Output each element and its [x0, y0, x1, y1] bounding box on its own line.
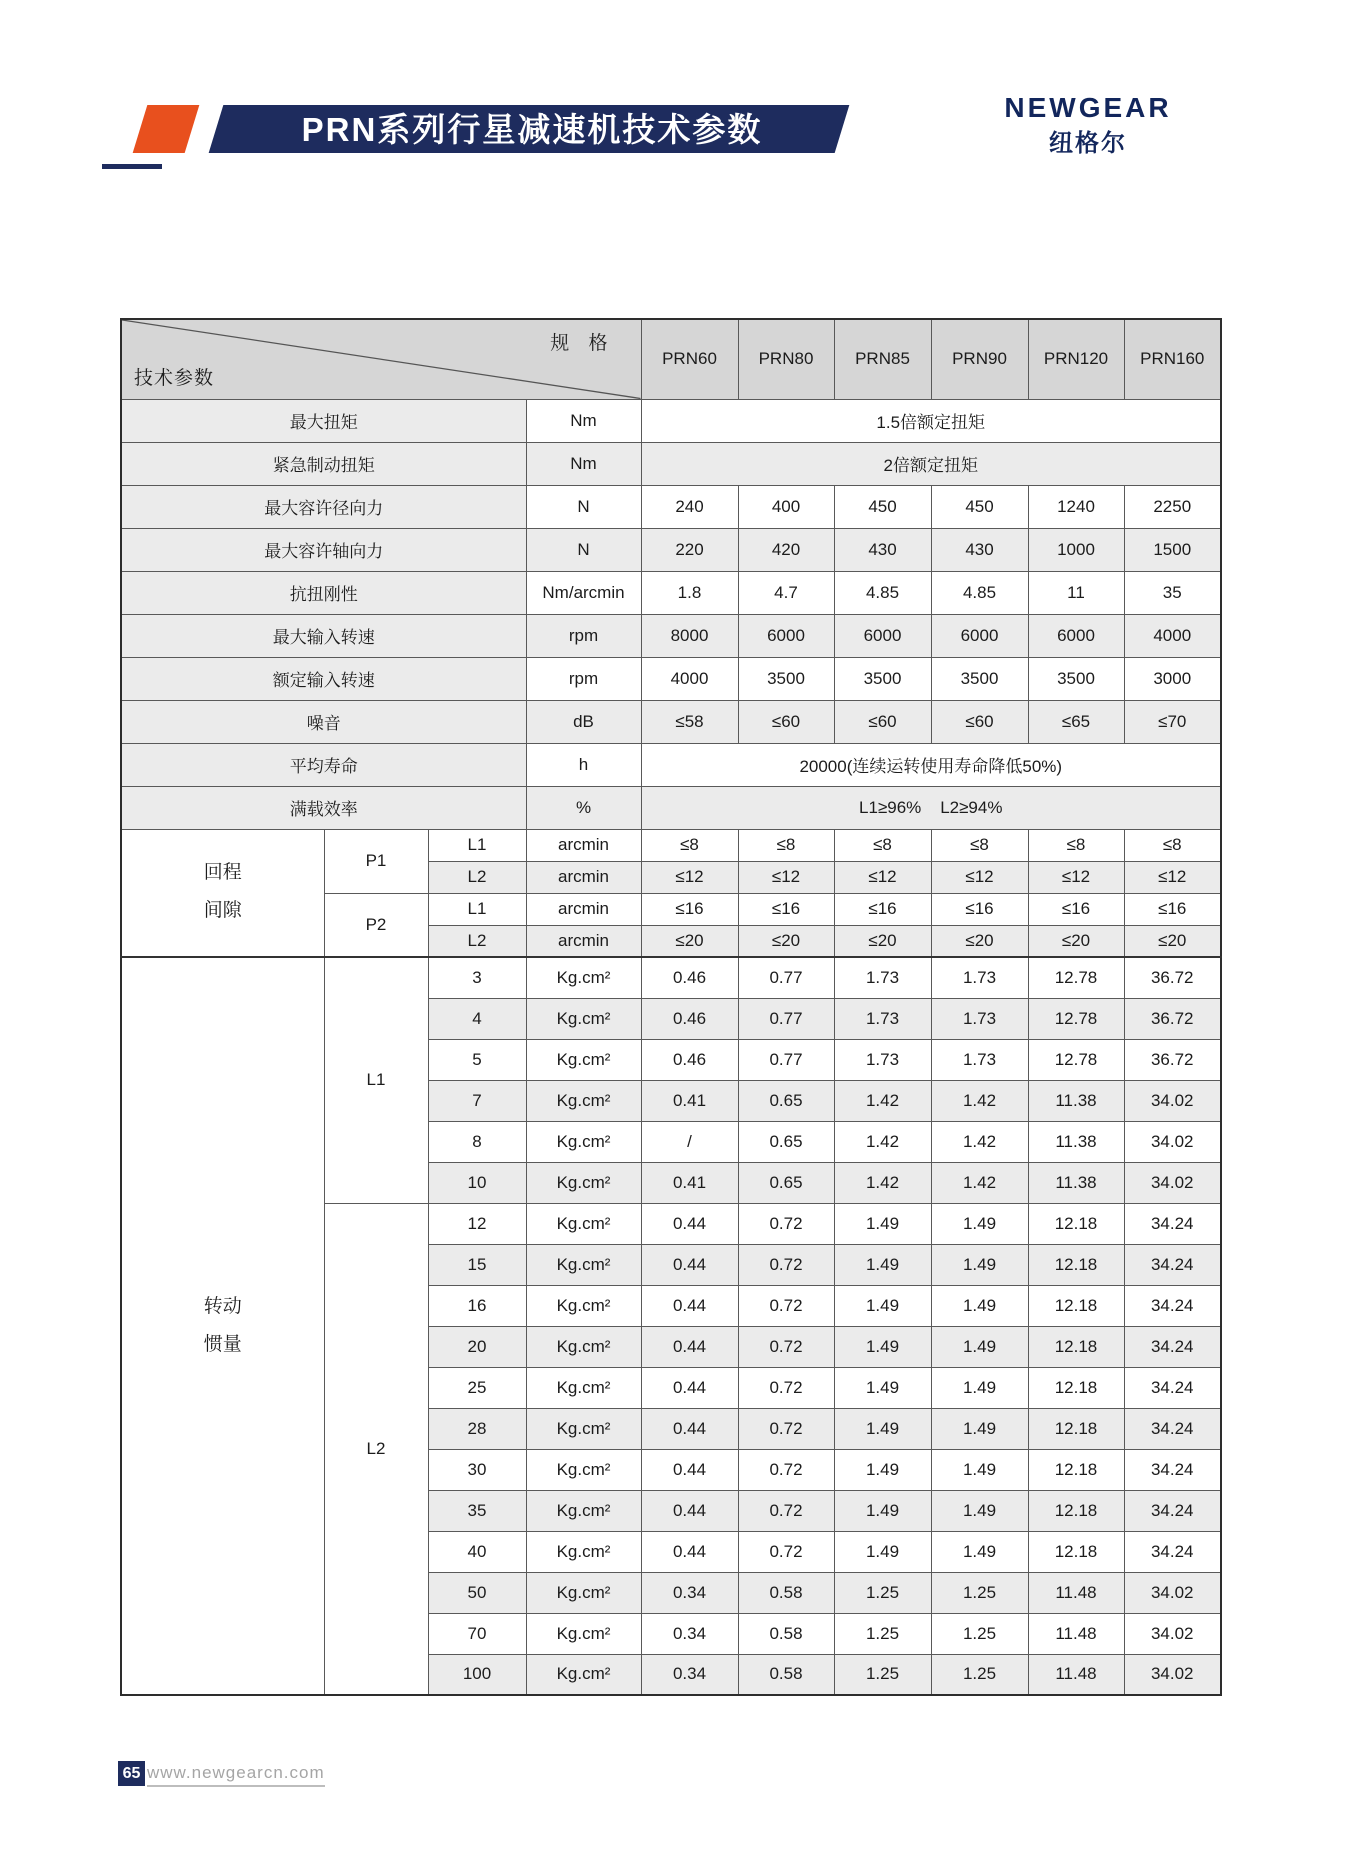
unit-cell: rpm — [526, 614, 641, 657]
ratio-cell: 4 — [428, 998, 526, 1039]
ratio-cell: 30 — [428, 1449, 526, 1490]
table-row — [121, 571, 1221, 614]
ratio-cell: 100 — [428, 1654, 526, 1695]
value-cell: ≤12 — [641, 861, 738, 893]
value-cell: 1.25 — [834, 1654, 931, 1695]
page-title: PRN系列行星减速机技术参数 — [301, 111, 763, 148]
model-header: PRN90 — [931, 319, 1028, 399]
value-cell: ≤65 — [1028, 700, 1124, 743]
value-cell: ≤16 — [738, 893, 834, 925]
ratio-cell: 5 — [428, 1039, 526, 1080]
value-cell: 1.49 — [931, 1326, 1028, 1367]
table-row — [121, 442, 1221, 485]
value-cell: 11.38 — [1028, 1080, 1124, 1121]
table-row — [121, 743, 1221, 786]
ratio-cell: 28 — [428, 1408, 526, 1449]
value-cell: 1.25 — [931, 1613, 1028, 1654]
value-cell: 1.49 — [834, 1531, 931, 1572]
table-corner-cell — [121, 319, 641, 399]
value-cell: ≤20 — [1028, 925, 1124, 957]
ratio-cell: 7 — [428, 1080, 526, 1121]
banner-underline — [102, 164, 162, 169]
value-cell: 34.24 — [1124, 1449, 1221, 1490]
value-cell: L1≥96% L2≥94% — [641, 786, 1221, 829]
value-cell: ≤20 — [931, 925, 1028, 957]
value-cell: 1.25 — [931, 1654, 1028, 1695]
value-cell: 1.49 — [834, 1449, 931, 1490]
value-cell: 0.44 — [641, 1490, 738, 1531]
level-cell: L1 — [428, 829, 526, 861]
value-cell: 1.25 — [931, 1572, 1028, 1613]
value-cell: 0.46 — [641, 957, 738, 998]
value-cell: 0.72 — [738, 1449, 834, 1490]
value-cell: 1.42 — [931, 1080, 1028, 1121]
value-cell: ≤16 — [1124, 893, 1221, 925]
row-label: 最大扭矩 — [121, 399, 526, 442]
row-label: 紧急制动扭矩 — [121, 442, 526, 485]
table-row — [121, 957, 1221, 998]
model-header: PRN60 — [641, 319, 738, 399]
value-cell: 1.49 — [931, 1408, 1028, 1449]
value-cell: 1.42 — [834, 1121, 931, 1162]
value-cell: ≤16 — [641, 893, 738, 925]
value-cell: 3500 — [1028, 657, 1124, 700]
value-cell: 1.25 — [834, 1613, 931, 1654]
value-cell: 11.48 — [1028, 1572, 1124, 1613]
value-cell: 1.49 — [834, 1326, 931, 1367]
value-cell: 1.49 — [834, 1203, 931, 1244]
value-cell: ≤12 — [931, 861, 1028, 893]
value-cell: 1.8 — [641, 571, 738, 614]
value-cell: 12.18 — [1028, 1326, 1124, 1367]
ratio-cell: 8 — [428, 1121, 526, 1162]
value-cell: 0.44 — [641, 1531, 738, 1572]
row-label: 抗扭刚性 — [121, 571, 526, 614]
model-header: PRN160 — [1124, 319, 1221, 399]
value-cell: 0.72 — [738, 1326, 834, 1367]
row-label: 噪音 — [121, 700, 526, 743]
unit-cell: Kg.cm² — [526, 1490, 641, 1531]
grade-cell: P2 — [324, 893, 428, 957]
value-cell: ≤12 — [834, 861, 931, 893]
value-cell: ≤16 — [1028, 893, 1124, 925]
section-label-backlash — [121, 829, 324, 957]
section-line: 惯量 — [203, 1333, 242, 1355]
unit-cell: Nm — [526, 399, 641, 442]
row-label: 最大容许轴向力 — [121, 528, 526, 571]
unit-cell: N — [526, 528, 641, 571]
row-label: 最大容许径向力 — [121, 485, 526, 528]
value-cell: 0.58 — [738, 1613, 834, 1654]
value-cell: 34.24 — [1124, 1244, 1221, 1285]
value-cell: 1.49 — [834, 1367, 931, 1408]
value-cell: 3500 — [738, 657, 834, 700]
table-row — [121, 399, 1221, 442]
value-cell: 6000 — [738, 614, 834, 657]
value-cell: 34.24 — [1124, 1326, 1221, 1367]
value-cell: 0.72 — [738, 1285, 834, 1326]
ratio-cell: 40 — [428, 1531, 526, 1572]
value-cell: 450 — [931, 485, 1028, 528]
unit-cell: Kg.cm² — [526, 998, 641, 1039]
spec-table — [120, 318, 1222, 1696]
value-cell: 34.24 — [1124, 1203, 1221, 1244]
value-cell: 1000 — [1028, 528, 1124, 571]
ratio-cell: 70 — [428, 1613, 526, 1654]
unit-cell: rpm — [526, 657, 641, 700]
value-cell: 0.44 — [641, 1285, 738, 1326]
unit-cell: Kg.cm² — [526, 1244, 641, 1285]
table-row — [121, 657, 1221, 700]
value-cell: 430 — [931, 528, 1028, 571]
ratio-cell: 10 — [428, 1162, 526, 1203]
value-cell: 1.49 — [931, 1490, 1028, 1531]
unit-cell: Kg.cm² — [526, 1367, 641, 1408]
value-cell: 4000 — [641, 657, 738, 700]
value-cell: 0.46 — [641, 1039, 738, 1080]
value-cell: 1.73 — [834, 998, 931, 1039]
value-cell: 1.49 — [931, 1367, 1028, 1408]
value-cell: 1500 — [1124, 528, 1221, 571]
value-cell: 12.18 — [1028, 1367, 1124, 1408]
value-cell: 0.44 — [641, 1449, 738, 1490]
value-cell: 0.77 — [738, 998, 834, 1039]
orange-accent-shape — [133, 105, 200, 153]
value-cell: 2倍额定扭矩 — [641, 442, 1221, 485]
value-cell: ≤12 — [1124, 861, 1221, 893]
model-header: PRN80 — [738, 319, 834, 399]
value-cell: 0.65 — [738, 1162, 834, 1203]
unit-cell: Kg.cm² — [526, 1121, 641, 1162]
value-cell: 3500 — [931, 657, 1028, 700]
value-cell: 0.44 — [641, 1203, 738, 1244]
value-cell: 1.49 — [834, 1285, 931, 1326]
value-cell: 0.44 — [641, 1367, 738, 1408]
ratio-cell: 35 — [428, 1490, 526, 1531]
value-cell: 12.18 — [1028, 1531, 1124, 1572]
value-cell: 0.72 — [738, 1408, 834, 1449]
value-cell: ≤60 — [834, 700, 931, 743]
unit-cell: N — [526, 485, 641, 528]
unit-cell: Kg.cm² — [526, 1203, 641, 1244]
value-cell: 0.44 — [641, 1244, 738, 1285]
value-cell: 1.42 — [931, 1162, 1028, 1203]
value-cell: 0.41 — [641, 1162, 738, 1203]
value-cell: 35 — [1124, 571, 1221, 614]
value-cell: 12.78 — [1028, 998, 1124, 1039]
value-cell: 36.72 — [1124, 1039, 1221, 1080]
page-number-badge: 65 — [118, 1761, 145, 1786]
row-label: 额定输入转速 — [121, 657, 526, 700]
ratio-cell: 12 — [428, 1203, 526, 1244]
corner-label-spec: 规 格 — [550, 333, 615, 354]
value-cell: 12.18 — [1028, 1285, 1124, 1326]
value-cell: 8000 — [641, 614, 738, 657]
level-group-cell: L1 — [324, 957, 428, 1203]
value-cell: 1.49 — [931, 1244, 1028, 1285]
unit-cell: arcmin — [526, 861, 641, 893]
value-cell: 400 — [738, 485, 834, 528]
model-header: PRN120 — [1028, 319, 1124, 399]
value-cell: 1.49 — [931, 1285, 1028, 1326]
value-cell: 0.44 — [641, 1326, 738, 1367]
section-line: 转动 — [203, 1295, 242, 1317]
value-cell: 220 — [641, 528, 738, 571]
value-cell: 1.73 — [834, 957, 931, 998]
value-cell: 1.73 — [931, 1039, 1028, 1080]
value-cell: 1.25 — [834, 1572, 931, 1613]
corner-label-params: 技术参数 — [134, 367, 215, 389]
value-cell: 4.85 — [834, 571, 931, 614]
unit-cell: dB — [526, 700, 641, 743]
unit-cell: arcmin — [526, 829, 641, 861]
value-cell: ≤12 — [1028, 861, 1124, 893]
value-cell: 0.72 — [738, 1531, 834, 1572]
level-cell: L2 — [428, 925, 526, 957]
value-cell: 1.49 — [931, 1531, 1028, 1572]
unit-cell: Kg.cm² — [526, 1654, 641, 1695]
value-cell: 34.02 — [1124, 1162, 1221, 1203]
row-label: 最大输入转速 — [121, 614, 526, 657]
value-cell: 4.85 — [931, 571, 1028, 614]
value-cell: 1.49 — [834, 1244, 931, 1285]
unit-cell: Kg.cm² — [526, 1408, 641, 1449]
value-cell: 6000 — [931, 614, 1028, 657]
value-cell: ≤70 — [1124, 700, 1221, 743]
value-cell: ≤20 — [641, 925, 738, 957]
value-cell: 36.72 — [1124, 957, 1221, 998]
value-cell: 11.48 — [1028, 1613, 1124, 1654]
value-cell: 4.7 — [738, 571, 834, 614]
ratio-cell: 3 — [428, 957, 526, 998]
value-cell: 430 — [834, 528, 931, 571]
value-cell: 0.77 — [738, 957, 834, 998]
value-cell: 1240 — [1028, 485, 1124, 528]
value-cell: 3000 — [1124, 657, 1221, 700]
value-cell: 0.34 — [641, 1613, 738, 1654]
value-cell: 34.02 — [1124, 1121, 1221, 1162]
value-cell: 11.38 — [1028, 1121, 1124, 1162]
value-cell: 1.5倍额定扭矩 — [641, 399, 1221, 442]
value-cell: ≤8 — [738, 829, 834, 861]
table-row — [121, 786, 1221, 829]
unit-cell: % — [526, 786, 641, 829]
value-cell: 11.48 — [1028, 1654, 1124, 1695]
table-row — [121, 614, 1221, 657]
value-cell: 0.58 — [738, 1654, 834, 1695]
unit-cell: Kg.cm² — [526, 1162, 641, 1203]
value-cell: 0.44 — [641, 1408, 738, 1449]
table-row — [121, 700, 1221, 743]
value-cell: 3500 — [834, 657, 931, 700]
grade-cell: P1 — [324, 829, 428, 893]
value-cell: 6000 — [834, 614, 931, 657]
value-cell: 0.65 — [738, 1080, 834, 1121]
value-cell: 0.46 — [641, 998, 738, 1039]
value-cell: 1.42 — [834, 1162, 931, 1203]
value-cell: 420 — [738, 528, 834, 571]
section-line: 回程 — [203, 862, 242, 884]
value-cell: 12.18 — [1028, 1203, 1124, 1244]
unit-cell: Kg.cm² — [526, 1531, 641, 1572]
newgear-logo-chinese: 纽格尔 — [1049, 130, 1127, 157]
unit-cell: Kg.cm² — [526, 1039, 641, 1080]
row-label: 平均寿命 — [121, 743, 526, 786]
value-cell: 12.18 — [1028, 1449, 1124, 1490]
value-cell: 12.78 — [1028, 1039, 1124, 1080]
ratio-cell: 25 — [428, 1367, 526, 1408]
value-cell: 34.02 — [1124, 1572, 1221, 1613]
value-cell: 1.49 — [834, 1408, 931, 1449]
website-link[interactable]: www.newgearcn.com — [147, 1763, 325, 1787]
value-cell: 4000 — [1124, 614, 1221, 657]
value-cell: 0.58 — [738, 1572, 834, 1613]
value-cell: 0.34 — [641, 1654, 738, 1695]
value-cell: 1.73 — [931, 998, 1028, 1039]
value-cell: 20000(连续运转使用寿命降低50%) — [641, 743, 1221, 786]
value-cell: 1.49 — [834, 1490, 931, 1531]
level-group-cell: L2 — [324, 1203, 428, 1695]
unit-cell: Kg.cm² — [526, 1080, 641, 1121]
level-cell: L2 — [428, 861, 526, 893]
value-cell: 34.24 — [1124, 1285, 1221, 1326]
value-cell: 1.73 — [834, 1039, 931, 1080]
unit-cell: Nm/arcmin — [526, 571, 641, 614]
unit-cell: Kg.cm² — [526, 1285, 641, 1326]
value-cell: 0.72 — [738, 1367, 834, 1408]
unit-cell: Kg.cm² — [526, 1326, 641, 1367]
value-cell: ≤16 — [834, 893, 931, 925]
value-cell: 34.02 — [1124, 1613, 1221, 1654]
value-cell: ≤8 — [641, 829, 738, 861]
level-cell: L1 — [428, 893, 526, 925]
value-cell: 0.72 — [738, 1244, 834, 1285]
ratio-cell: 50 — [428, 1572, 526, 1613]
value-cell: 0.72 — [738, 1203, 834, 1244]
value-cell: 34.02 — [1124, 1080, 1221, 1121]
table-header — [121, 319, 1221, 399]
value-cell: 34.24 — [1124, 1367, 1221, 1408]
unit-cell: arcmin — [526, 893, 641, 925]
newgear-logo: NEWGEAR — [1004, 92, 1172, 123]
value-cell: ≤16 — [931, 893, 1028, 925]
value-cell: ≤12 — [738, 861, 834, 893]
value-cell: ≤8 — [1124, 829, 1221, 861]
ratio-cell: 16 — [428, 1285, 526, 1326]
value-cell: 12.18 — [1028, 1244, 1124, 1285]
value-cell: 11 — [1028, 571, 1124, 614]
value-cell: 1.49 — [931, 1203, 1028, 1244]
value-cell: 240 — [641, 485, 738, 528]
unit-cell: Kg.cm² — [526, 1572, 641, 1613]
value-cell: ≤58 — [641, 700, 738, 743]
ratio-cell: 15 — [428, 1244, 526, 1285]
row-label: 满载效率 — [121, 786, 526, 829]
value-cell: 34.24 — [1124, 1490, 1221, 1531]
value-cell: ≤20 — [738, 925, 834, 957]
unit-cell: Kg.cm² — [526, 1613, 641, 1654]
value-cell: ≤8 — [834, 829, 931, 861]
value-cell: ≤20 — [834, 925, 931, 957]
value-cell: ≤60 — [738, 700, 834, 743]
value-cell: 0.41 — [641, 1080, 738, 1121]
section-label-inertia — [121, 957, 324, 1695]
value-cell: 450 — [834, 485, 931, 528]
value-cell: 1.42 — [834, 1080, 931, 1121]
value-cell: ≤60 — [931, 700, 1028, 743]
value-cell: 34.24 — [1124, 1408, 1221, 1449]
table-row — [121, 528, 1221, 571]
value-cell: 2250 — [1124, 485, 1221, 528]
value-cell: ≤20 — [1124, 925, 1221, 957]
value-cell: 0.77 — [738, 1039, 834, 1080]
value-cell: 0.34 — [641, 1572, 738, 1613]
unit-cell: Kg.cm² — [526, 957, 641, 998]
ratio-cell: 20 — [428, 1326, 526, 1367]
value-cell: 6000 — [1028, 614, 1124, 657]
value-cell: 0.65 — [738, 1121, 834, 1162]
section-line: 间隙 — [203, 900, 242, 922]
value-cell: 34.02 — [1124, 1654, 1221, 1695]
value-cell: 12.18 — [1028, 1490, 1124, 1531]
value-cell: 34.24 — [1124, 1531, 1221, 1572]
value-cell: 36.72 — [1124, 998, 1221, 1039]
value-cell: 12.78 — [1028, 957, 1124, 998]
value-cell: 11.38 — [1028, 1162, 1124, 1203]
value-cell: ≤8 — [1028, 829, 1124, 861]
unit-cell: arcmin — [526, 925, 641, 957]
model-header: PRN85 — [834, 319, 931, 399]
unit-cell: h — [526, 743, 641, 786]
value-cell: / — [641, 1121, 738, 1162]
table-body — [121, 399, 1221, 1695]
unit-cell: Kg.cm² — [526, 1449, 641, 1490]
value-cell: 1.73 — [931, 957, 1028, 998]
value-cell: 12.18 — [1028, 1408, 1124, 1449]
value-cell: ≤8 — [931, 829, 1028, 861]
value-cell: 1.42 — [931, 1121, 1028, 1162]
unit-cell: Nm — [526, 442, 641, 485]
table-row — [121, 485, 1221, 528]
table-row — [121, 829, 1221, 861]
value-cell: 0.72 — [738, 1490, 834, 1531]
value-cell: 1.49 — [931, 1449, 1028, 1490]
